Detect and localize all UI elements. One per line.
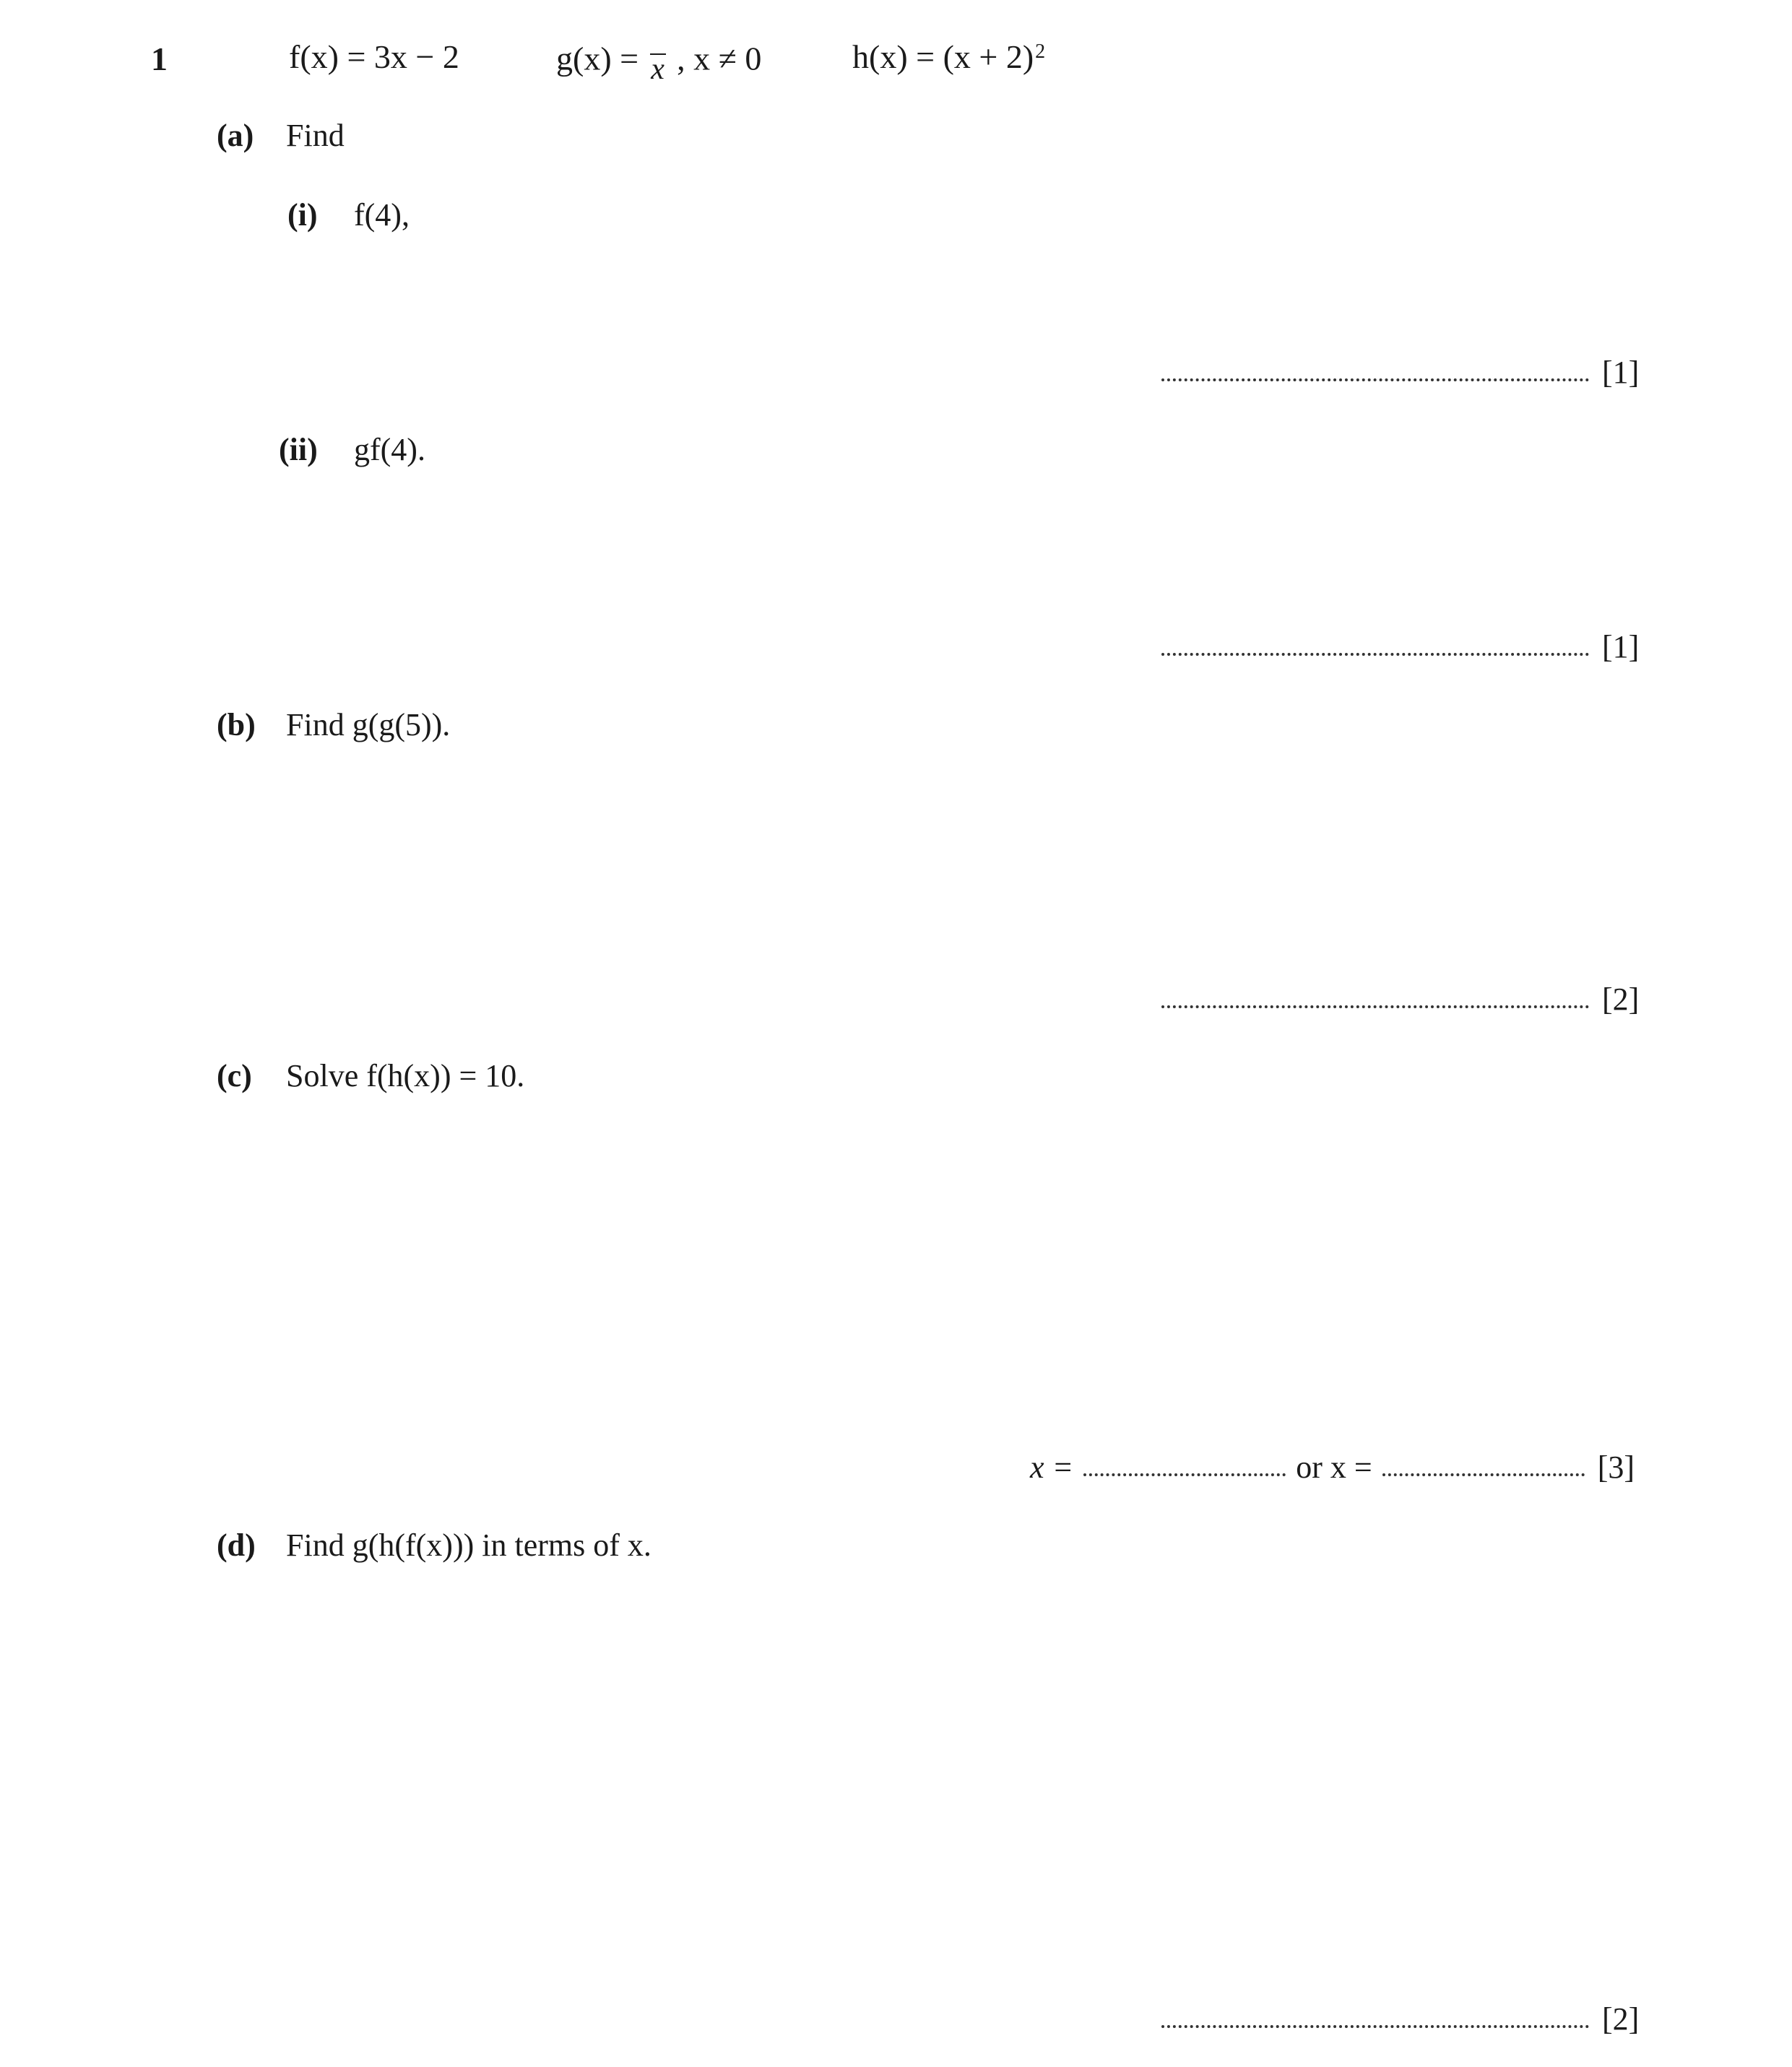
- part-d-text: Find g(h(f(x))) in terms of x.: [286, 1528, 652, 1563]
- answer-dots[interactable]: [1161, 378, 1589, 381]
- part-d-label: (d): [217, 1528, 256, 1563]
- function-f-definition: f(x) = 3x − 2: [289, 38, 459, 75]
- answer-line-d[interactable]: [1161, 2001, 1639, 2037]
- h-def-main: h(x) = (x + 2): [852, 38, 1034, 75]
- mark-a-ii: [1]: [1602, 629, 1640, 664]
- part-b-text: Find g(g(5)).: [286, 707, 451, 742]
- answer-dots-x2[interactable]: [1382, 1473, 1585, 1476]
- g-fraction: [650, 35, 666, 84]
- h-def-exponent: 2: [1035, 40, 1046, 63]
- function-h-definition: [852, 38, 1045, 76]
- mark-c: [3]: [1597, 1450, 1635, 1485]
- answer-dots[interactable]: [1161, 653, 1589, 656]
- g-def-suffix: , x ≠ 0: [677, 40, 762, 77]
- part-a-i-text: f(4),: [354, 197, 410, 233]
- answer-line-b[interactable]: [1161, 981, 1639, 1018]
- mark-b: [2]: [1602, 982, 1640, 1017]
- answer-dots[interactable]: [1161, 1005, 1589, 1008]
- answer-dots[interactable]: [1161, 2025, 1589, 2028]
- function-g-definition: [556, 38, 761, 87]
- answer-line-c[interactable]: [1030, 1449, 1635, 1486]
- answer-line-a-ii[interactable]: [1161, 628, 1639, 665]
- part-a-i-label: (i): [287, 197, 318, 233]
- part-b-label: (b): [217, 707, 256, 742]
- g-fraction-numerator: [650, 35, 666, 55]
- part-c-text: Solve f(h(x)) = 10.: [286, 1058, 525, 1093]
- part-a-label: (a): [217, 118, 254, 153]
- answer-c-x1-label: x =: [1030, 1450, 1074, 1485]
- part-a-text: Find: [286, 118, 345, 153]
- part-a-ii-label: (ii): [279, 432, 318, 467]
- mark-a-i: [1]: [1602, 355, 1640, 390]
- g-def-prefix: g(x) =: [556, 40, 639, 77]
- question-number: 1: [151, 40, 168, 77]
- answer-line-a-i[interactable]: [1161, 354, 1639, 391]
- answer-c-or-label: or x =: [1296, 1450, 1372, 1485]
- part-c-label: (c): [217, 1058, 252, 1093]
- mark-d: [2]: [1602, 2001, 1640, 2037]
- g-fraction-denominator: x: [651, 53, 665, 86]
- answer-dots-x1[interactable]: [1083, 1473, 1286, 1476]
- part-a-ii-text: gf(4).: [354, 432, 425, 467]
